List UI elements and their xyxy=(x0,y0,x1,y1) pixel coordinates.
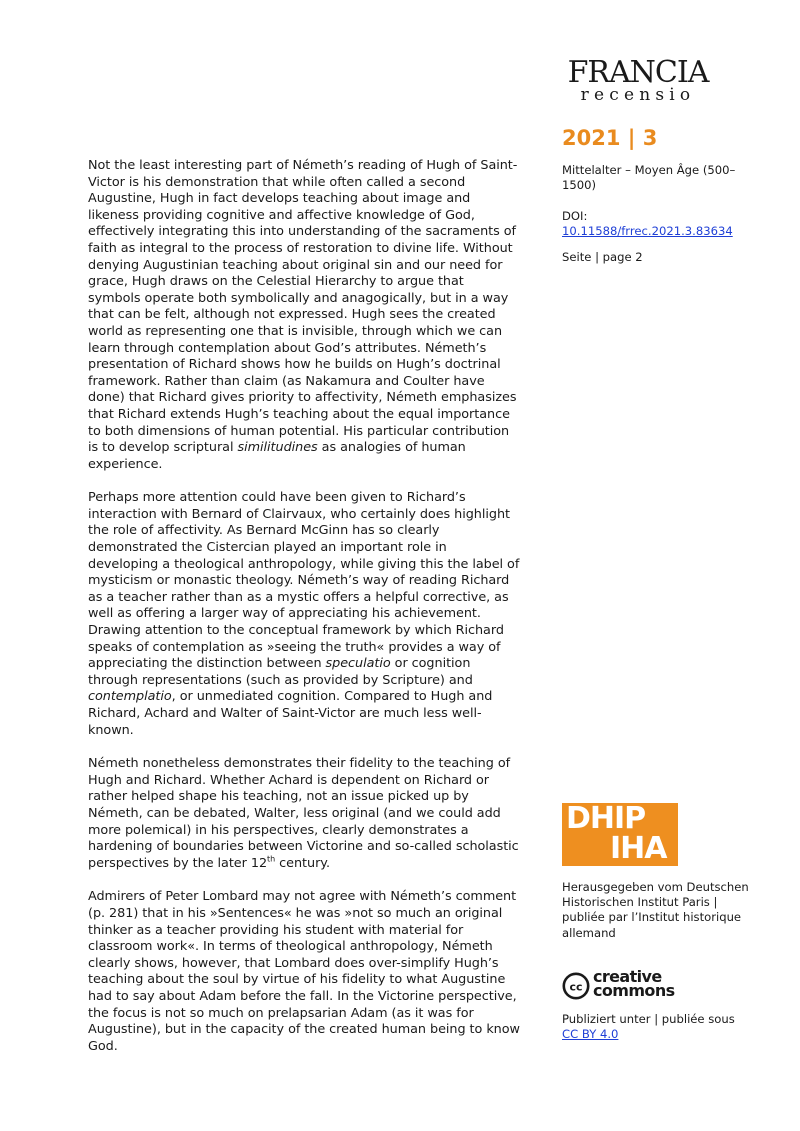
license-block xyxy=(562,1012,762,1042)
logo-francia-text: FRANCIA xyxy=(567,55,709,90)
cc-badge-text: cc xyxy=(569,980,583,994)
page-indicator: Seite | page 2 xyxy=(562,250,643,264)
paragraph-1: Not the least interesting part of Németh’s reading of Hugh of Saint-Victor is his demonstration that while often called a second Augustine, Hugh in fact develops teaching about image and likeness providing cognitive and affective knowledge of God, effectively integrating this into understanding of the sacraments of faith as integral to the process of restoration to divine life. Without denying Augustinian teaching about original sin and our need for grace, Hugh draws on the Celestial Hierarchy to argue that symbols operate both symbolically and anagogically, but in a way that can be felt, although not expressed. Hugh sees the created world as representing one that is invisible, through which we can learn through contemplation about God’s attributes. Németh’s presentation of Richard shows how he builds on Hugh’s doctrinal framework. Rather than claim (as Nakamura and Coulter have done) that Richard gives priority to affectivity, Németh emphasizes that Richard extends Hugh’s teaching about the equal importance to both dimensions of human potential. His particular contribution is to develop scriptural similitudines as analogies of human experience. xyxy=(88,158,518,472)
doi-label: DOI: xyxy=(562,209,588,223)
paragraph-2: Perhaps more attention could have been given to Richard’s interaction with Bernard of Clairvaux, who certainly does highlight the role of affectivity. As Bernard McGinn has so clearly demonstrated the Cistercian played an important role in developing a theological anthropology, while giving this the label of mysticism or monastic theology. Németh’s way of reading Richard as a teacher rather than as a mystic offers a helpful corrective, as well as offering a larger way of appreciating his achievement. Drawing attention to the conceptual framework by which Richard speaks of contemplation as »seeing the truth« provides a way of appreciating the distinction between speculatio or cognition through representations (such as provided by Scripture) and contemplatio, or unmediated cognition. Compared to Hugh and Richard, Achard and Walter of Saint-Victor are much less well-known. xyxy=(88,490,520,738)
license-link[interactable]: CC BY 4.0 xyxy=(562,1027,619,1042)
paragraph-3: Németh nonetheless demonstrates their fidelity to the teaching of Hugh and Richard. Whether Achard is dependent on Richard or rather helped shape his teaching, not an issue picked up by Németh, can be debated, Walter, less original (and we could add more polemical) in his perspectives, clearly demonstrates a hardening of boundaries between Victorine and so-called scholastic perspectives by the later 12th century. xyxy=(88,756,519,871)
dhip-logo-line2: IHA xyxy=(610,831,667,866)
doi-block xyxy=(562,209,762,239)
review-body xyxy=(88,158,520,1072)
cc-logo-text xyxy=(593,967,675,1000)
dhip-iha-logo xyxy=(562,803,678,866)
doi-link[interactable]: 10.11588/frrec.2021.3.83634 xyxy=(562,224,733,239)
period-label: Mittelalter – Moyen Âge (500–1500) xyxy=(562,163,736,193)
logo-recensio-text: recensio xyxy=(580,85,696,105)
paragraph-4: Admirers of Peter Lombard may not agree with Németh’s comment (p. 281) that in his »Sentences« he was »not so much an original thinker as a teacher providing his student with material for classroom work«. In terms of theological anthropology, Németh clearly shows, however, that Lombard does over-simplify Hugh’s teaching about the soul by virtue of his fidelity to what Augustine had to say about Adam before the fall. In the Victorine perspective, the focus is not so much on prelapsarian Adam (as it was for Augustine), but in the capacity of the created human being to know God. xyxy=(88,889,520,1054)
issue-number: 2021 | 3 xyxy=(562,126,658,150)
cc-badge-icon xyxy=(562,972,590,1000)
publisher-note: Herausgegeben vom Deutschen Historischen Institut Paris | publiée par l’Institut historique allemand xyxy=(562,880,749,940)
creative-commons-logo xyxy=(562,969,692,1005)
dhip-logo-line1: DHIP xyxy=(566,801,646,836)
francia-recensio-logo xyxy=(560,55,716,105)
cc-logo-line2: commons xyxy=(593,981,675,1000)
cc-logo-line1: creative xyxy=(593,967,662,986)
license-label: Publiziert unter | publiée sous xyxy=(562,1012,735,1026)
